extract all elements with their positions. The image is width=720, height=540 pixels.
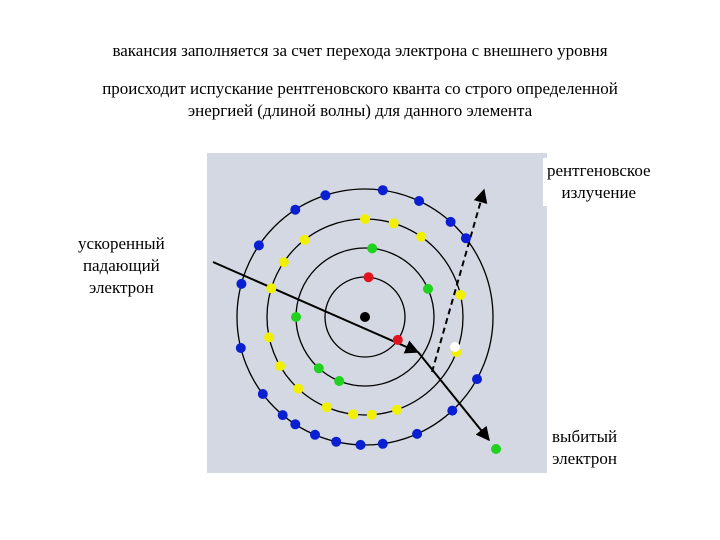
caption-xray-emission-line2: энергией (длиной волны) для данного элемента: [187, 101, 533, 120]
electron-shell-3: [300, 235, 310, 245]
electron-shell-3: [456, 290, 466, 300]
electron-shell-2: [314, 363, 324, 373]
diagram-panel: [207, 153, 547, 473]
electron-shell-4: [472, 374, 482, 384]
caption-xray-emission: [0, 78, 720, 122]
electron-shell-3: [389, 218, 399, 228]
electron-shell-4: [356, 440, 366, 450]
label-ejected-line2: электрон: [552, 449, 617, 468]
vacancy-electron: [450, 342, 460, 352]
electron-shell-1: [393, 335, 403, 345]
electron-shell-4: [331, 437, 341, 447]
label-ejected-line1: выбитый: [552, 427, 618, 446]
caption-vacancy-filled: вакансия заполняется за счет перехода электрона с внешнего уровня: [112, 41, 608, 60]
electron-shell-4: [378, 185, 388, 195]
electron-shell-4: [446, 217, 456, 227]
electron-shell-4: [258, 389, 268, 399]
label-incident-line2: падающий: [82, 256, 160, 275]
electron-shell-4: [320, 190, 330, 200]
caption-xray-emission-line1: происходит испускание рентгеновского кванта со строго определенной: [102, 79, 618, 98]
electron-shell-3: [293, 384, 303, 394]
electron-shell-4: [290, 419, 300, 429]
electron-shell-3: [367, 410, 377, 420]
electron-shell-4: [461, 233, 471, 243]
electron-shell-1: [364, 272, 374, 282]
label-ejected-electron: [548, 424, 621, 472]
label-incident-line1: ускоренный: [78, 234, 165, 253]
label-xray-line2: излучение: [561, 183, 637, 202]
electron-shell-4: [236, 279, 246, 289]
label-xray-radiation: [543, 158, 655, 206]
electron-shell-3: [416, 232, 426, 242]
electron-shell-4: [290, 205, 300, 215]
electron-shell-2: [423, 284, 433, 294]
label-xray-line1: рентгеновское: [547, 161, 651, 180]
electron-shell-4: [254, 240, 264, 250]
electron-shell-3: [279, 257, 289, 267]
electron-shell-2: [334, 376, 344, 386]
label-incident-line3: электрон: [88, 278, 154, 297]
electron-shell-3: [266, 283, 276, 293]
electron-shell-4: [236, 343, 246, 353]
nucleus: [360, 312, 370, 322]
electron-shell-4: [310, 430, 320, 440]
electron-shell-3: [264, 332, 274, 342]
electron-shell-3: [275, 361, 285, 371]
electron-shell-4: [414, 196, 424, 206]
electron-shell-3: [392, 405, 402, 415]
electron-shell-3: [348, 409, 358, 419]
electron-shell-2: [367, 243, 377, 253]
electron-shell-4: [412, 429, 422, 439]
label-incident-electron: [74, 231, 169, 301]
electron-shell-2: [291, 312, 301, 322]
electron-shell-3: [360, 214, 370, 224]
electron-shell-4: [447, 406, 457, 416]
electron-shell-4: [378, 439, 388, 449]
electron-shell-3: [322, 402, 332, 412]
ejected-electron: [491, 444, 501, 454]
electron-shell-4: [278, 410, 288, 420]
